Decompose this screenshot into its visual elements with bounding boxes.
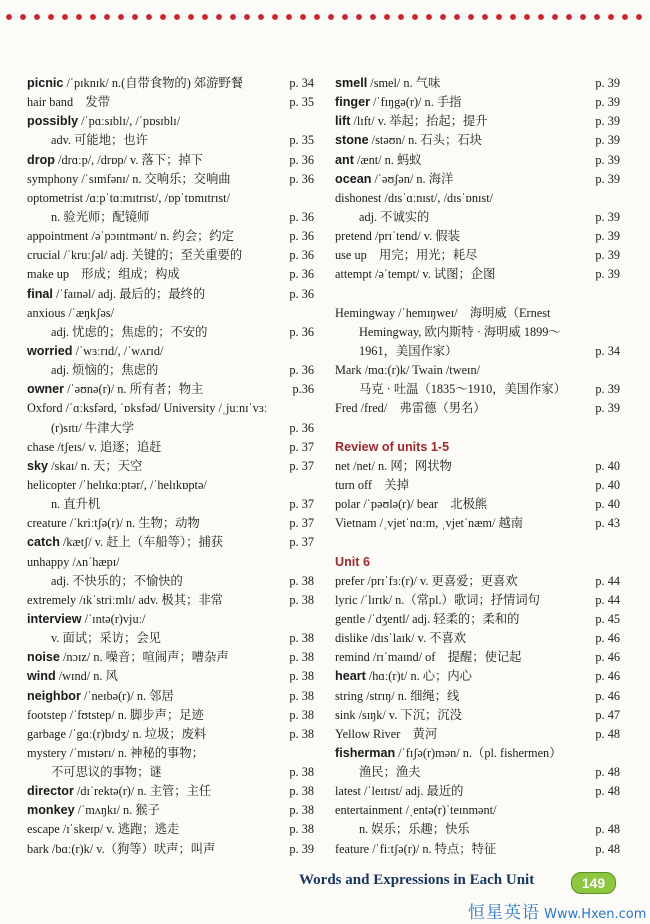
- entry-definition: /ˈpɑːsɪblɪ/, /ˈpɒsɪblɪ/: [78, 114, 181, 129]
- page-ref: p. 46: [595, 669, 620, 684]
- page-ref: p. 46: [595, 688, 620, 703]
- entry-text: 1961，美国作家）: [359, 343, 458, 358]
- page-ref: p. 40: [595, 458, 620, 473]
- entry-line: [335, 265, 620, 284]
- entry-text: helicopter /ˈhelɪkɑːptər/, /ˈhelɪkɒptə/: [27, 477, 207, 492]
- entry-line: [27, 801, 314, 820]
- left-column: [27, 74, 314, 859]
- page-ref: p. 36: [289, 420, 314, 435]
- entry-continuation: [27, 131, 314, 150]
- entry-line: [27, 227, 314, 246]
- page-ref: p. 48: [595, 822, 620, 837]
- entry-line: [335, 744, 620, 763]
- entry-line: [335, 572, 620, 591]
- entry-line: [335, 112, 620, 131]
- entry-line: [335, 495, 620, 514]
- entry-definition: /hɑː(r)t/ n. 心；内心: [365, 669, 472, 684]
- entry-definition: /nɔɪz/ n. 噪音；喧闹声；嘈杂声: [59, 650, 229, 665]
- entry-line: [27, 151, 314, 170]
- page-ref: p. 35: [289, 133, 314, 148]
- entry-line: [27, 342, 314, 361]
- entry-text: n. 验光师；配镜师: [51, 209, 150, 224]
- page-ref: p. 39: [595, 95, 620, 110]
- entry-definition: /lɪft/ v. 举起；抬起；提升: [350, 114, 488, 129]
- entry-text: appointment /əˈpɔɪntmənt/ n. 约会；约定: [27, 229, 234, 244]
- entry-continuation: [27, 763, 314, 782]
- entry-line: [27, 687, 314, 706]
- entry-line: [335, 706, 620, 725]
- entry-line: [27, 648, 314, 667]
- entry-line: [27, 744, 314, 763]
- page-ref: p. 48: [595, 765, 620, 780]
- page-ref: p. 36: [289, 171, 314, 186]
- entry-line: [27, 667, 314, 686]
- entry-text: n. 娱乐；乐趣；快乐: [359, 822, 470, 837]
- entry-line: [27, 706, 314, 725]
- entry-continuation: [27, 629, 314, 648]
- entry-line: [27, 265, 314, 284]
- entry-line: [27, 304, 314, 323]
- entry-text: mystery /ˈmɪstərɪ/ n. 神秘的事物；: [27, 745, 204, 760]
- entry-text: make up 形成；组成；构成: [27, 267, 180, 282]
- entry-text: dishonest /dɪsˈɑːnɪst/, /dɪsˈɒnɪst/: [335, 190, 494, 205]
- entry-definition: /wɪnd/ n. 风: [55, 669, 118, 684]
- entry-text: feature /ˈfiːtʃə(r)/ n. 特点；特征: [335, 841, 497, 856]
- entry-text: Hemingway /ˈhemɪŋweɪ/ 海明威（Ernest: [335, 305, 551, 320]
- entry-definition: /stəʊn/ n. 石头；石块: [368, 133, 482, 148]
- page-ref: p. 39: [595, 133, 620, 148]
- headword: neighbor: [27, 688, 81, 703]
- page-ref: p. 48: [595, 726, 620, 741]
- page-ref: p. 39: [595, 382, 620, 397]
- entry-line: [335, 170, 620, 189]
- entry-line: [27, 74, 314, 93]
- page-ref: p. 38: [289, 650, 314, 665]
- section-heading: Review of units 1-5: [335, 439, 450, 454]
- entry-text: hair band 发带: [27, 95, 110, 110]
- page-ref: p. 46: [595, 650, 620, 665]
- entry-text: creature /ˈkriːtʃə(r)/ n. 生物；动物: [27, 516, 200, 531]
- page-ref: p. 35: [289, 95, 314, 110]
- entry-text: net /net/ n. 网；网状物: [335, 458, 452, 473]
- page-ref: p. 36: [289, 324, 314, 339]
- entry-text: lyric /ˈlɪrɪk/ n.（常pl.）歌词；抒情词句: [335, 592, 540, 607]
- entry-text: 渔民；渔夫: [359, 765, 421, 780]
- page-ref: p. 36: [289, 267, 314, 282]
- entry-definition: /ˈəʊʃən/ n. 海洋: [371, 171, 454, 186]
- entry-line: [27, 476, 314, 495]
- entry-text: n. 直升机: [51, 497, 101, 512]
- page-ref: p. 44: [595, 573, 620, 588]
- entry-line: [335, 629, 620, 648]
- entry-text: garbage /ˈgɑː(r)bɪdʒ/ n. 垃圾；废料: [27, 726, 207, 741]
- entry-text: (r)sɪtɪ/ 牛津大学: [51, 420, 134, 435]
- entry-definition: /ænt/ n. 蚂蚁: [353, 152, 422, 167]
- entry-definition: /ˈwɜːrɪd/, /ˈwʌrɪd/: [72, 343, 164, 358]
- entry-line: [27, 533, 314, 552]
- entry-line: [335, 591, 620, 610]
- page-ref: p. 34: [289, 76, 314, 90]
- entry-text: footstep /ˈfʊtstep/ n. 脚步声；足迹: [27, 707, 204, 722]
- page-ref: p. 37: [289, 516, 314, 531]
- entry-text: prefer /prɪˈfɜː(r)/ v. 更喜爱；更喜欢: [335, 573, 518, 588]
- page-ref: p. 37: [289, 535, 314, 550]
- entry-definition: /ˈfaɪnəl/ adj. 最后的；最终的: [52, 286, 206, 301]
- headword: interview: [27, 611, 82, 626]
- headword: director: [27, 784, 74, 799]
- page-ref: p. 45: [595, 611, 620, 626]
- entry-definition: /ˈfɪŋgə(r)/ n. 手指: [369, 95, 462, 110]
- page-ref: p. 39: [289, 841, 314, 856]
- entry-line: [27, 840, 314, 859]
- page-ref: p. 40: [595, 477, 620, 492]
- entry-text: escape /ɪˈskeɪp/ v. 逃跑；逃走: [27, 822, 180, 837]
- headword: picnic: [27, 76, 64, 90]
- entry-text: gentle /ˈdʒentl/ adj. 轻柔的；柔和的: [335, 611, 520, 626]
- watermark-url: Www.Hxen.com: [544, 907, 647, 922]
- entry-line: [27, 553, 314, 572]
- entry-text: 不可思议的事物；谜: [51, 765, 162, 780]
- watermark-brand: 恒星英语: [468, 903, 540, 923]
- entry-line: [27, 782, 314, 801]
- footer-title: Words and Expressions in Each Unit: [299, 872, 535, 888]
- entry-line: [335, 151, 620, 170]
- page-ref: p. 36: [289, 229, 314, 244]
- headword: lift: [335, 114, 351, 129]
- entry-line: [335, 667, 620, 686]
- page-ref: p. 39: [595, 76, 620, 90]
- headword: finger: [335, 95, 370, 110]
- spacer: [335, 419, 620, 438]
- entry-text: attempt /əˈtempt/ v. 试图；企图: [335, 267, 496, 282]
- entry-continuation: [335, 820, 620, 839]
- entry-line: [335, 227, 620, 246]
- entry-line: [335, 74, 620, 93]
- page-ref: p. 39: [595, 171, 620, 186]
- page-ref: p. 43: [595, 516, 620, 531]
- headword: worried: [27, 343, 73, 358]
- entry-text: bark /bɑː(r)k/ v.（狗等）吠声；叫声: [27, 841, 216, 856]
- entry-text: Yellow River 黄河: [335, 726, 438, 741]
- headword: heart: [335, 669, 366, 684]
- entry-text: Vietnam /ˌvjetˈnɑːm, ˌvjetˈnæm/ 越南: [335, 516, 524, 531]
- page-ref: p.36: [292, 382, 314, 397]
- entry-line: [335, 782, 620, 801]
- page-ref: p. 39: [595, 229, 620, 244]
- entry-line: [27, 285, 314, 304]
- entry-continuation: [27, 361, 314, 380]
- entry-continuation: [335, 763, 620, 782]
- entry-text: latest /ˈleɪtɪst/ adj. 最近的: [335, 784, 464, 799]
- page-ref: p. 48: [595, 841, 620, 856]
- entry-line: [27, 93, 314, 112]
- entry-text: Oxford /ˈɑːksfərd, ˈɒksfəd/ University /ˌjuːnɪˈvɜː: [27, 401, 268, 416]
- page-ref: p. 38: [289, 631, 314, 646]
- entry-definition: /ˈpɪknɪk/ n.(自带食物的) 郊游野餐: [63, 76, 244, 90]
- entry-text: Fred /fred/ 弗雷德（男名）: [335, 401, 486, 416]
- entry-text: crucial /ˈkruːʃəl/ adj. 关键的；至关重要的: [27, 248, 243, 263]
- entry-text: anxious /ˈæŋkʃəs/: [27, 305, 115, 320]
- page-ref: p. 39: [595, 248, 620, 263]
- headword: fisherman: [335, 745, 396, 760]
- page-ref: p. 36: [289, 209, 314, 224]
- page-ref: p. 38: [289, 669, 314, 684]
- entry-line: [335, 457, 620, 476]
- page-ref: p. 40: [595, 497, 620, 512]
- spacer: [335, 533, 620, 552]
- entry-text: pretend /prɪˈtend/ v. 假装: [335, 229, 460, 244]
- entry-line: [27, 246, 314, 265]
- entry-text: use up 用完；用光；耗尽: [335, 248, 478, 263]
- entry-definition: /ˈmʌŋkɪ/ n. 猴子: [74, 803, 160, 818]
- headword: wind: [27, 669, 56, 684]
- entry-text: remind /rɪˈmaɪnd/ of 提醒；使记起: [335, 650, 522, 665]
- entry-text: extremely /ɪkˈstriːmlɪ/ adv. 极其；非常: [27, 592, 223, 607]
- watermark: [468, 898, 646, 923]
- entry-text: v. 面试；采访；会见: [51, 631, 161, 646]
- entry-continuation: [335, 323, 620, 342]
- entry-line: [335, 304, 620, 323]
- section-heading: Unit 6: [335, 554, 370, 569]
- page-ref: p. 38: [289, 573, 314, 588]
- page-ref: p. 36: [289, 248, 314, 263]
- entry-line: [335, 514, 620, 533]
- entry-line: [335, 246, 620, 265]
- entry-line: [27, 189, 314, 208]
- spacer: [335, 285, 620, 304]
- entry-text: adj. 忧虑的；焦虑的；不安的: [51, 324, 208, 339]
- entry-line: [335, 801, 620, 820]
- entry-line: [27, 591, 314, 610]
- entry-definition: /ˈəʊnə(r)/ n. 所有者；物主: [64, 382, 204, 397]
- entry-text: string /strɪŋ/ n. 细绳；线: [335, 688, 460, 703]
- entry-line: [335, 131, 620, 150]
- entry-text: Hemingway, 欧内斯特 · 海明威 1899～: [359, 324, 561, 339]
- page-ref: p. 39: [595, 267, 620, 282]
- entry-line: [335, 610, 620, 629]
- entry-continuation: [27, 495, 314, 514]
- page-ref: p. 37: [289, 497, 314, 512]
- entry-definition: /skaɪ/ n. 天；天空: [48, 458, 143, 473]
- headword: possibly: [27, 114, 79, 129]
- entry-line: [335, 399, 620, 418]
- page-ref: p. 44: [595, 592, 620, 607]
- entry-continuation: [335, 380, 620, 399]
- binder-holes: [0, 12, 650, 22]
- headword: catch: [27, 535, 60, 550]
- headword: final: [27, 286, 53, 301]
- entry-definition: /dɪˈrektə(r)/ n. 主管；主任: [73, 784, 212, 799]
- page-ref: p. 39: [595, 114, 620, 129]
- headword: owner: [27, 382, 65, 397]
- entry-text: adj. 烦恼的；焦虑的: [51, 363, 159, 378]
- page-ref: p. 38: [289, 688, 314, 703]
- entry-line: [27, 399, 314, 418]
- page-ref: p. 38: [289, 726, 314, 741]
- page-ref: p. 38: [289, 784, 314, 799]
- entry-line: [27, 820, 314, 839]
- entry-text: chase /tʃeɪs/ v. 追逐；追赶: [27, 439, 162, 454]
- entry-line: [27, 170, 314, 189]
- page-ref: p. 38: [289, 803, 314, 818]
- entry-text: adj. 不快乐的；不愉快的: [51, 573, 183, 588]
- entry-text: entertainment /ˌentə(r)ˈteɪnmənt/: [335, 803, 497, 818]
- entry-line: [335, 189, 620, 208]
- page-ref: p. 38: [289, 707, 314, 722]
- entry-text: symphony /ˈsɪmfənɪ/ n. 交响乐；交响曲: [27, 171, 231, 186]
- headword: ocean: [335, 171, 372, 186]
- entry-line: [335, 725, 620, 744]
- page-ref: p. 34: [595, 343, 620, 358]
- page-ref: p. 37: [289, 439, 314, 454]
- headword: monkey: [27, 803, 75, 818]
- entry-line: [335, 361, 620, 380]
- entry-text: adj. 不诚实的: [359, 209, 430, 224]
- entry-line: [335, 687, 620, 706]
- entry-line: [27, 438, 314, 457]
- headword: sky: [27, 458, 49, 473]
- page-ref: p. 36: [289, 286, 314, 301]
- entry-text: polar /ˈpəʊlə(r)/ bear 北极熊: [335, 497, 488, 512]
- entry-definition: /ˈfɪʃə(r)mən/ n.（pl. fishermen）: [395, 745, 562, 760]
- entry-text: sink /sɪŋk/ v. 下沉；沉没: [335, 707, 462, 722]
- entry-definition: /ˈɪntə(r)vjuː/: [81, 611, 146, 626]
- page-number-badge: 149: [571, 872, 616, 894]
- entry-line: [335, 840, 620, 859]
- page-ref: p. 39: [595, 401, 620, 416]
- entry-definition: /drɑːp/, /drɒp/ v. 落下；掉下: [54, 152, 203, 167]
- page-ref: p. 36: [289, 363, 314, 378]
- entry-continuation: [27, 323, 314, 342]
- entry-line: [335, 476, 620, 495]
- page-ref: p. 38: [289, 822, 314, 837]
- entry-definition: /kætʃ/ v. 赶上（车船等）；捕获: [59, 535, 224, 550]
- entry-text: adv. 可能地；也许: [51, 133, 148, 148]
- page-ref: p. 48: [595, 784, 620, 799]
- entry-line: [27, 112, 314, 131]
- entry-definition: /smel/ n. 气味: [367, 76, 441, 90]
- page-ref: p. 46: [595, 631, 620, 646]
- page-ref: p. 39: [595, 152, 620, 167]
- headword: drop: [27, 152, 55, 167]
- page-ref: p. 38: [289, 592, 314, 607]
- entry-line: [335, 648, 620, 667]
- headword: ant: [335, 152, 354, 167]
- entry-line: [27, 380, 314, 399]
- entry-line: [27, 725, 314, 744]
- entry-line: [335, 93, 620, 112]
- page-ref: p. 37: [289, 458, 314, 473]
- entry-line: [27, 514, 314, 533]
- entry-text: Mark /mɑː(r)k/ Twain /tweɪn/: [335, 363, 481, 378]
- page-ref: p. 39: [595, 209, 620, 224]
- headword: noise: [27, 650, 60, 665]
- entry-text: unhappy /ʌnˈhæpɪ/: [27, 554, 120, 569]
- entry-text: optometrist /ɑːpˈtɑːmɪtrɪst/, /ɒpˈtɒmɪtrɪst/: [27, 190, 231, 205]
- entry-definition: /ˈneɪbə(r)/ n. 邻居: [80, 688, 174, 703]
- page-ref: p. 38: [289, 765, 314, 780]
- entry-continuation: [335, 208, 620, 227]
- entry-continuation: [335, 342, 620, 361]
- entry-line: [27, 457, 314, 476]
- headword: smell: [335, 76, 368, 90]
- entry-continuation: [27, 208, 314, 227]
- entry-text: turn off 关掉: [335, 477, 409, 492]
- entry-continuation: [27, 572, 314, 591]
- right-column: [335, 74, 620, 859]
- entry-text: dislike /dɪsˈlaɪk/ v. 不喜欢: [335, 631, 467, 646]
- page-ref: p. 36: [289, 152, 314, 167]
- headword: stone: [335, 133, 369, 148]
- entry-continuation: [27, 419, 314, 438]
- entry-line: [27, 610, 314, 629]
- page-ref: p. 47: [595, 707, 620, 722]
- entry-text: 马克 · 吐温（1835～1910，美国作家）: [359, 382, 566, 397]
